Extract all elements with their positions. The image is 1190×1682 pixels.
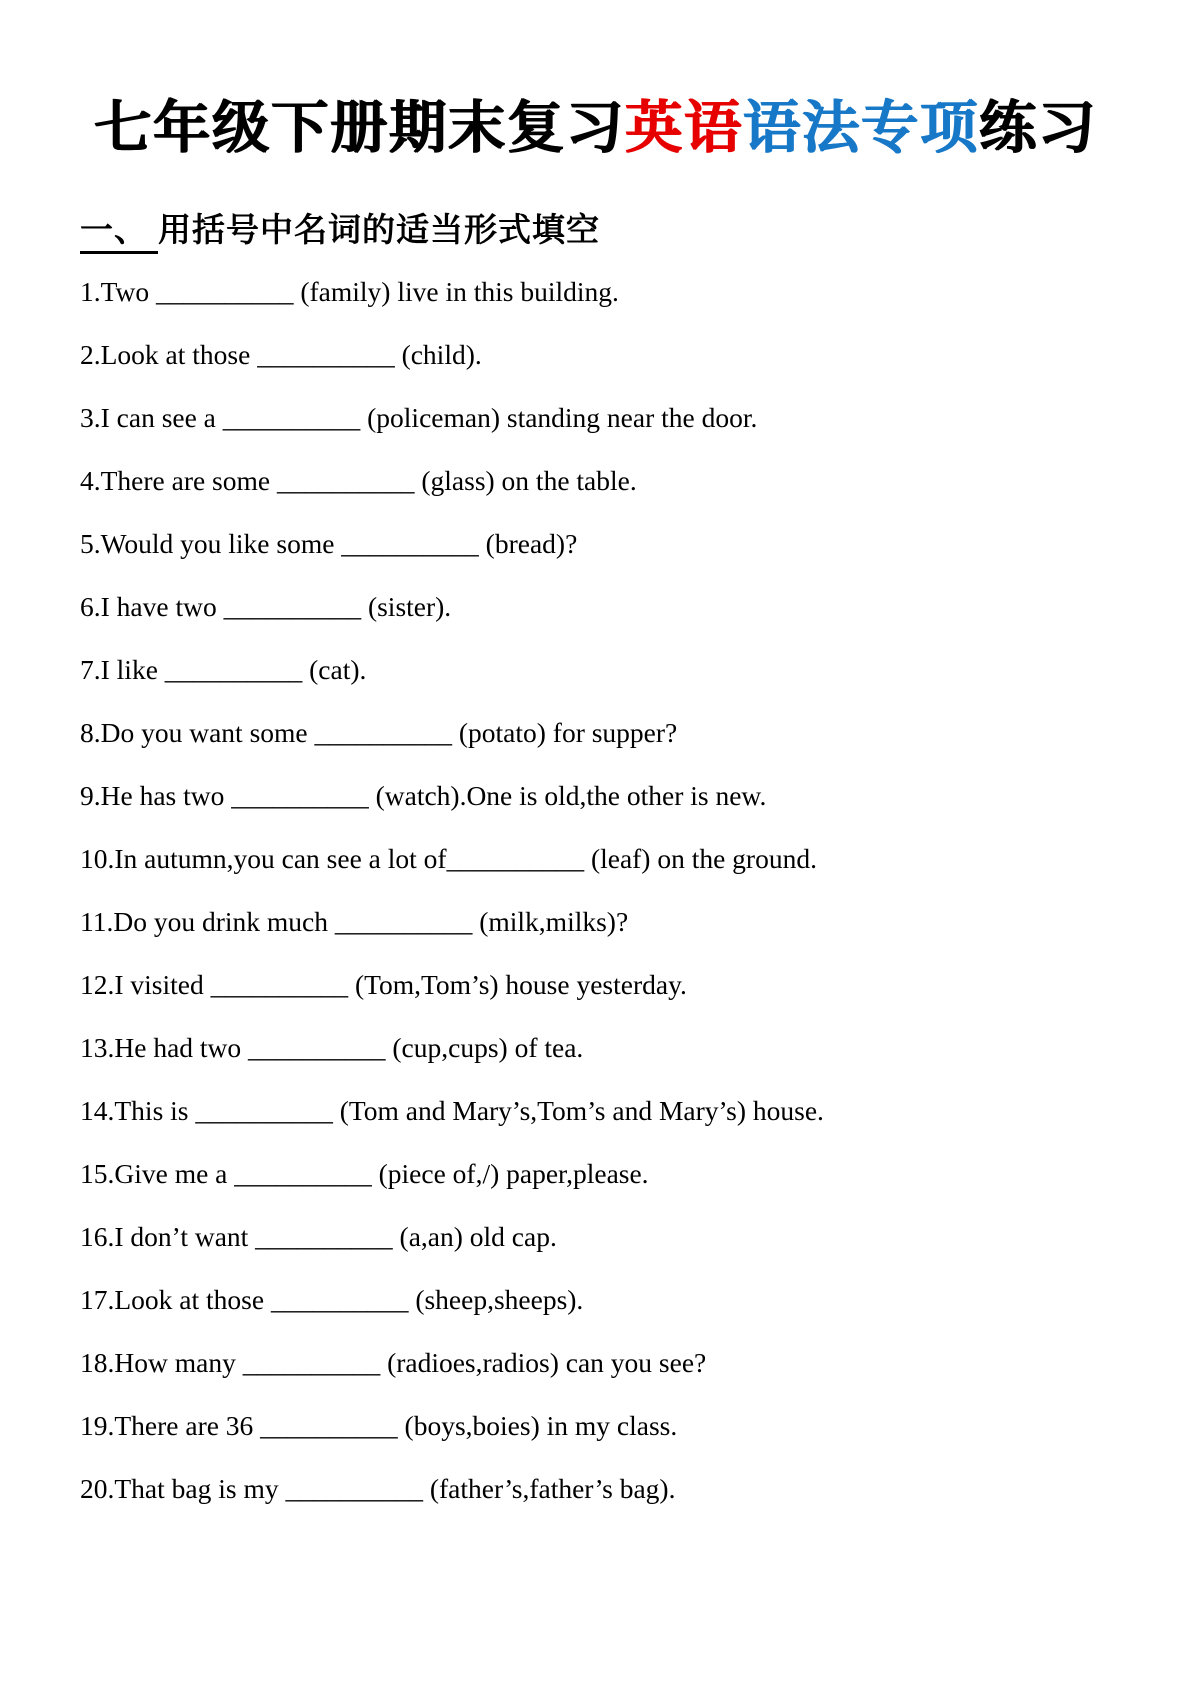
section-title: 用括号中名词的适当形式填空 <box>158 211 600 248</box>
exercise-item-7: 7.I like __________ (cat). <box>80 654 367 685</box>
exercise-item-1: 1.Two __________ (family) live in this building. <box>80 276 619 307</box>
exercise-item-20: 20.That bag is my __________ (father’s,father’s bag). <box>80 1473 676 1504</box>
exercise-item-14: 14.This is __________ (Tom and Mary’s,Tom’s and Mary’s) house. <box>80 1095 824 1126</box>
exercise-item-15: 15.Give me a __________ (piece of,/) paper,please. <box>80 1158 649 1189</box>
exercise-item-11: 11.Do you drink much __________ (milk,milks)? <box>80 906 629 937</box>
exercise-item-6: 6.I have two __________ (sister). <box>80 591 452 622</box>
page-title <box>0 0 1190 164</box>
exercise-item-12: 12.I visited __________ (Tom,Tom’s) house yesterday. <box>80 969 687 1000</box>
title-segment-red: 英语 <box>624 96 743 160</box>
exercise-item-18: 18.How many __________ (radioes,radios) can you see? <box>80 1347 707 1378</box>
exercise-item-19: 19.There are 36 __________ (boys,boies) in my class. <box>80 1410 678 1441</box>
exercise-item-5: 5.Would you like some __________ (bread)? <box>80 528 578 559</box>
section-number: 一、 <box>80 211 158 254</box>
title-segment-blue: 语法专项 <box>742 96 979 160</box>
exercise-item-3: 3.I can see a __________ (policeman) standing near the door. <box>80 402 758 433</box>
exercise-item-10: 10.In autumn,you can see a lot of__________ (leaf) on the ground. <box>80 843 817 874</box>
title-segment-black-1: 七年级下册期末复习 <box>93 96 625 160</box>
exercise-item-8: 8.Do you want some __________ (potato) for supper? <box>80 717 678 748</box>
exercise-item-13: 13.He had two __________ (cup,cups) of tea. <box>80 1032 584 1063</box>
exercise-item-17: 17.Look at those __________ (sheep,sheeps). <box>80 1284 584 1315</box>
exercise-item-2: 2.Look at those __________ (child). <box>80 339 482 370</box>
section-heading <box>80 210 1190 250</box>
exercise-item-9: 9.He has two __________ (watch).One is old,the other is new. <box>80 780 767 811</box>
exercise-item-4: 4.There are some __________ (glass) on the table. <box>80 465 637 496</box>
title-segment-black-2: 练习 <box>978 96 1097 160</box>
exercise-item-16: 16.I don’t want __________ (a,an) old cap. <box>80 1221 557 1252</box>
exercise-list <box>80 260 1190 1520</box>
